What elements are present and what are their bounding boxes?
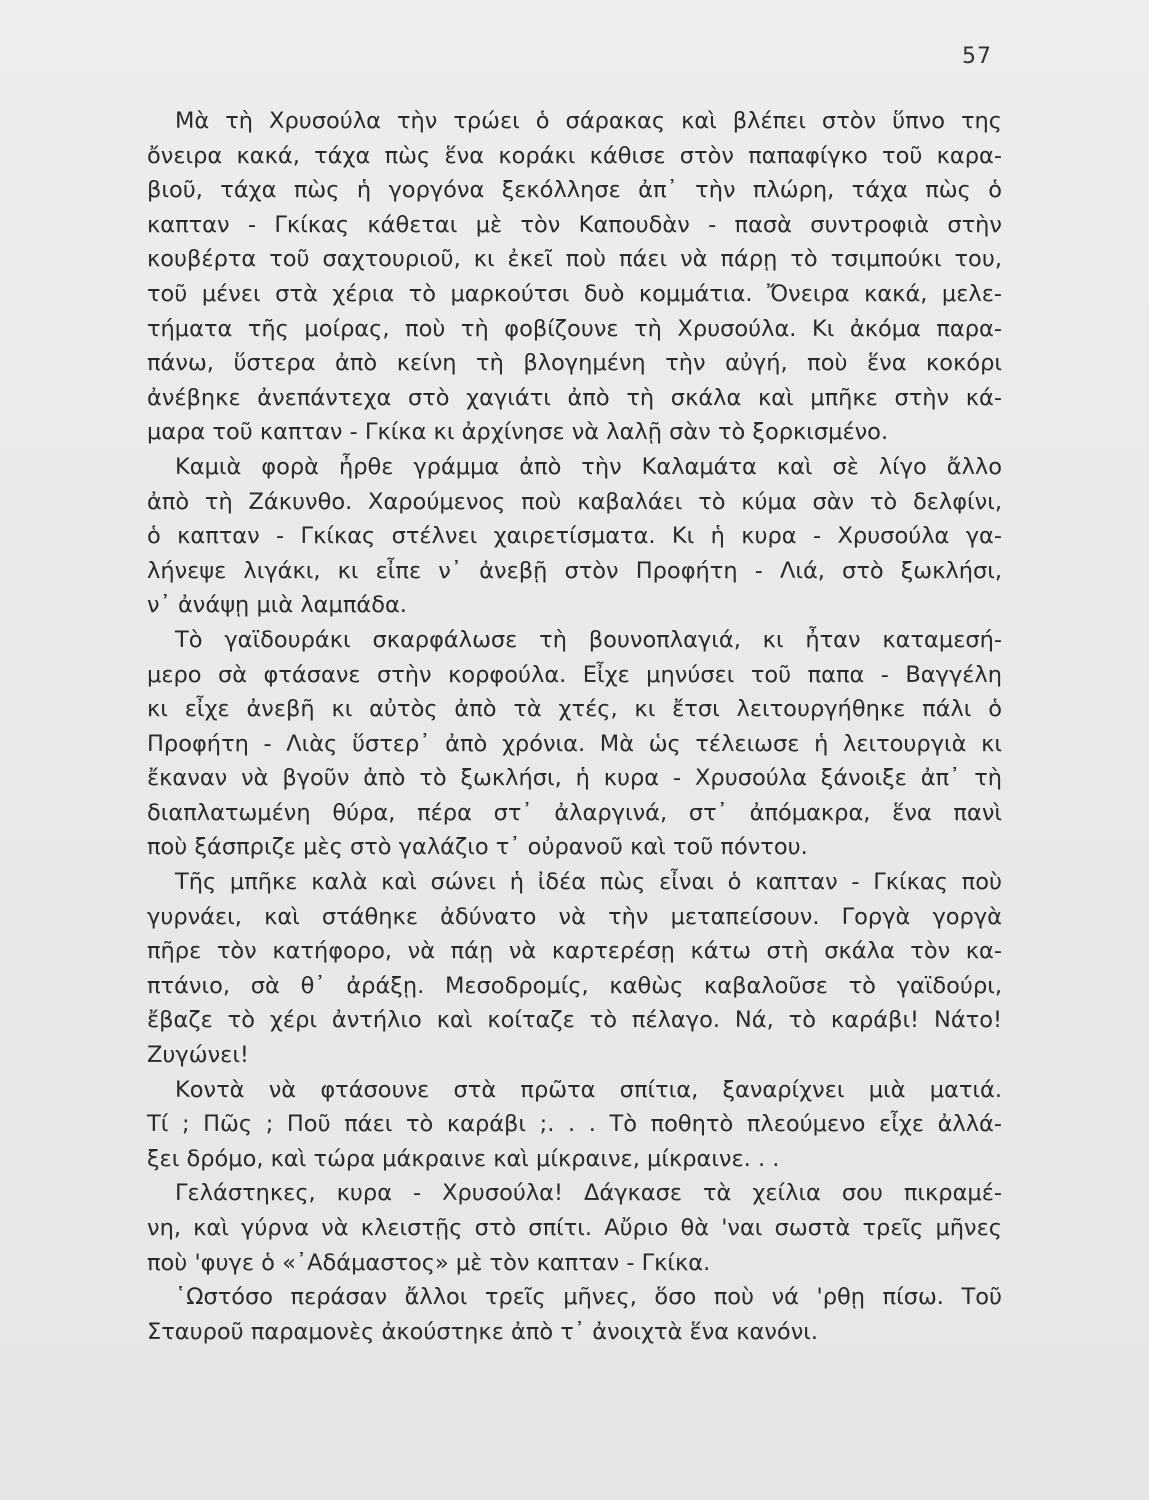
- text-line: Κοντὰ νὰ φτάσουνε στὰ πρῶτα σπίτια, ξαναρίχνει μιὰ ματιά.: [175, 1076, 1002, 1103]
- text-line: ἔβαζε τὸ χέρι ἀντήλιο καὶ κοίταζε τὸ πέλαγο. Νά, τὸ καράβι! Νάτο!: [147, 1007, 1002, 1034]
- text-line: κι εἶχε ἀνεβῆ κι αὐτὸς ἀπὸ τὰ χτές, κι ἔτσι λειτουργήθηκε πάλι ὁ: [147, 696, 1002, 723]
- text-line: καπταν - Γκίκας κάθεται μὲ τὸν Καπουδὰν - πασὰ συντροφιὰ στὴν: [147, 211, 1002, 238]
- text-line: ποὺ 'φυγε ὁ «᾿Αδάμαστος» μὲ τὸν καπταν - Γκίκα.: [147, 1249, 711, 1276]
- text-line: διαπλατωμένη θύρα, πέρα στ᾿ ἀλαργινά, στ᾿ ἀπόμακρα, ἕνα πανὶ: [147, 799, 1002, 826]
- text-line: ῾Ωστόσο περάσαν ἄλλοι τρεῖς μῆνες, ὅσο ποὺ νά 'ρθῃ πίσω. Τοῦ: [175, 1284, 1002, 1311]
- text-line: τοῦ μένει στὰ χέρια τὸ μαρκούτσι δυὸ κομμάτια. Ὄνειρα κακά, μελε-: [147, 280, 1002, 307]
- text-line: Ζυγώνει!: [147, 1042, 249, 1069]
- text-line: πάνω, ὕστερα ἀπὸ κείνη τὴ βλογημένη τὴν αὐγή, ποὺ ἕνα κοκόρι: [147, 350, 1002, 377]
- text-line: ὄνειρα κακά, τάχα πὼς ἕνα κοράκι κάθισε στὸν παπαφίγκο τοῦ καρα-: [147, 142, 1002, 169]
- text-line: μαρα τοῦ καπταν - Γκίκα κι ἀρχίνησε νὰ λαλῇ σὰν τὸ ξορκισμένο.: [147, 419, 889, 446]
- text-line: Σταυροῦ παραμονὲς ἀκούστηκε ἀπὸ τ᾿ ἀνοιχτὰ ἕνα κανόνι.: [147, 1318, 819, 1345]
- text-line: ἀπὸ τὴ Ζάκυνθο. Χαρούμενος ποὺ καβαλάει τὸ κύμα σὰν τὸ δελφίνι,: [147, 488, 1002, 515]
- text-line: ποὺ ξάσπριζε μὲς στὸ γαλάζιο τ᾿ οὐρανοῦ καὶ τοῦ πόντου.: [147, 834, 808, 861]
- text-line: νη, καὶ γύρνα νὰ κλειστῇς στὸ σπίτι. Αὔριο θὰ 'ναι σωστὰ τρεῖς μῆνες: [147, 1215, 1002, 1241]
- text-line: πτάνιο, σὰ θ᾿ ἀράξῃ. Μεσοδρομίς, καθὼς καβαλοῦσε τὸ γαϊδούρι,: [147, 972, 1002, 999]
- text-line: Καμιὰ φορὰ ἦρθε γράμμα ἀπὸ τὴν Καλαμάτα καὶ σὲ λίγο ἄλλο: [175, 453, 1002, 480]
- text-line: τήματα τῆς μοίρας, ποὺ τὴ φοβίζουνε τὴ Χρυσούλα. Κι ἀκόμα παρα-: [147, 315, 1002, 342]
- text-line: ἔκαναν νὰ βγοῦν ἀπὸ τὸ ξωκλήσι, ἡ κυρα - Χρυσούλα ξάνοιξε ἀπ᾿ τὴ: [147, 765, 1002, 792]
- text-line: κουβέρτα τοῦ σαχτουριοῦ, κι ἐκεῖ ποὺ πάει νὰ πάρῃ τὸ τσιμπούκι του,: [147, 246, 1002, 273]
- text-line: βιοῦ, τάχα πὼς ἡ γοργόνα ξεκόλλησε ἀπ᾿ τὴν πλώρη, τάχα πὼς ὁ: [147, 177, 1002, 204]
- text-line: Γελάστηκες, κυρα - Χρυσούλα! Δάγκασε τὰ χείλια σου πικραμέ-: [175, 1180, 1002, 1207]
- text-line: ἀνέβηκε ἀνεπάντεχα στὸ χαγιάτι ἀπὸ τὴ σκάλα καὶ μπῆκε στὴν κά-: [147, 384, 1002, 411]
- text-line: γυρνάει, καὶ στάθηκε ἀδύνατο νὰ τὴν μεταπείσουν. Γοργὰ γοργὰ: [147, 903, 1002, 930]
- text-line: Προφήτη - Λιὰς ὕστερ᾿ ἀπὸ χρόνια. Μὰ ὡς τέλειωσε ἡ λειτουργιὰ κι: [147, 730, 1002, 757]
- text-line: Τὸ γαϊδουράκι σκαρφάλωσε τὴ βουνοπλαγιά, κι ἦταν καταμεσή-: [175, 626, 1002, 653]
- text-line: Μὰ τὴ Χρυσούλα τὴν τρώει ὁ σάρακας καὶ βλέπει στὸν ὕπνο της: [175, 108, 1002, 134]
- body-text: [147, 104, 1002, 1349]
- page-number: 57: [962, 44, 992, 69]
- text-line: πῆρε τὸν κατήφορο, νὰ πάῃ νὰ καρτερέσῃ κάτω στὴ σκάλα τὸν κα-: [147, 938, 1002, 965]
- text-line: ὁ καπταν - Γκίκας στέλνει χαιρετίσματα. Κι ἡ κυρα - Χρυσούλα γα-: [147, 523, 1002, 550]
- text-line: Τῆς μπῆκε καλὰ καὶ σώνει ἡ ἰδέα πὼς εἶναι ὁ καπταν - Γκίκας ποὺ: [175, 869, 1002, 896]
- text-line: μερο σὰ φτάσανε στὴν κορφούλα. Εἶχε μηνύσει τοῦ παπα - Βαγγέλη: [147, 661, 1002, 688]
- text-line: ξει δρόμο, καὶ τώρα μάκραινε καὶ μίκραινε, μίκραινε. . .: [147, 1145, 780, 1172]
- text-line: Τί ; Πῶς ; Ποῦ πάει τὸ καράβι ;. . . Τὸ ποθητὸ πλεούμενο εἶχε ἀλλά-: [147, 1111, 1002, 1138]
- text-line: ν᾿ ἀνάψῃ μιὰ λαμπάδα.: [147, 592, 407, 619]
- text-line: λήνεψε λιγάκι, κι εἶπε ν᾿ ἀνεβῇ στὸν Προφήτη - Λιά, στὸ ξωκλήσι,: [147, 557, 1002, 584]
